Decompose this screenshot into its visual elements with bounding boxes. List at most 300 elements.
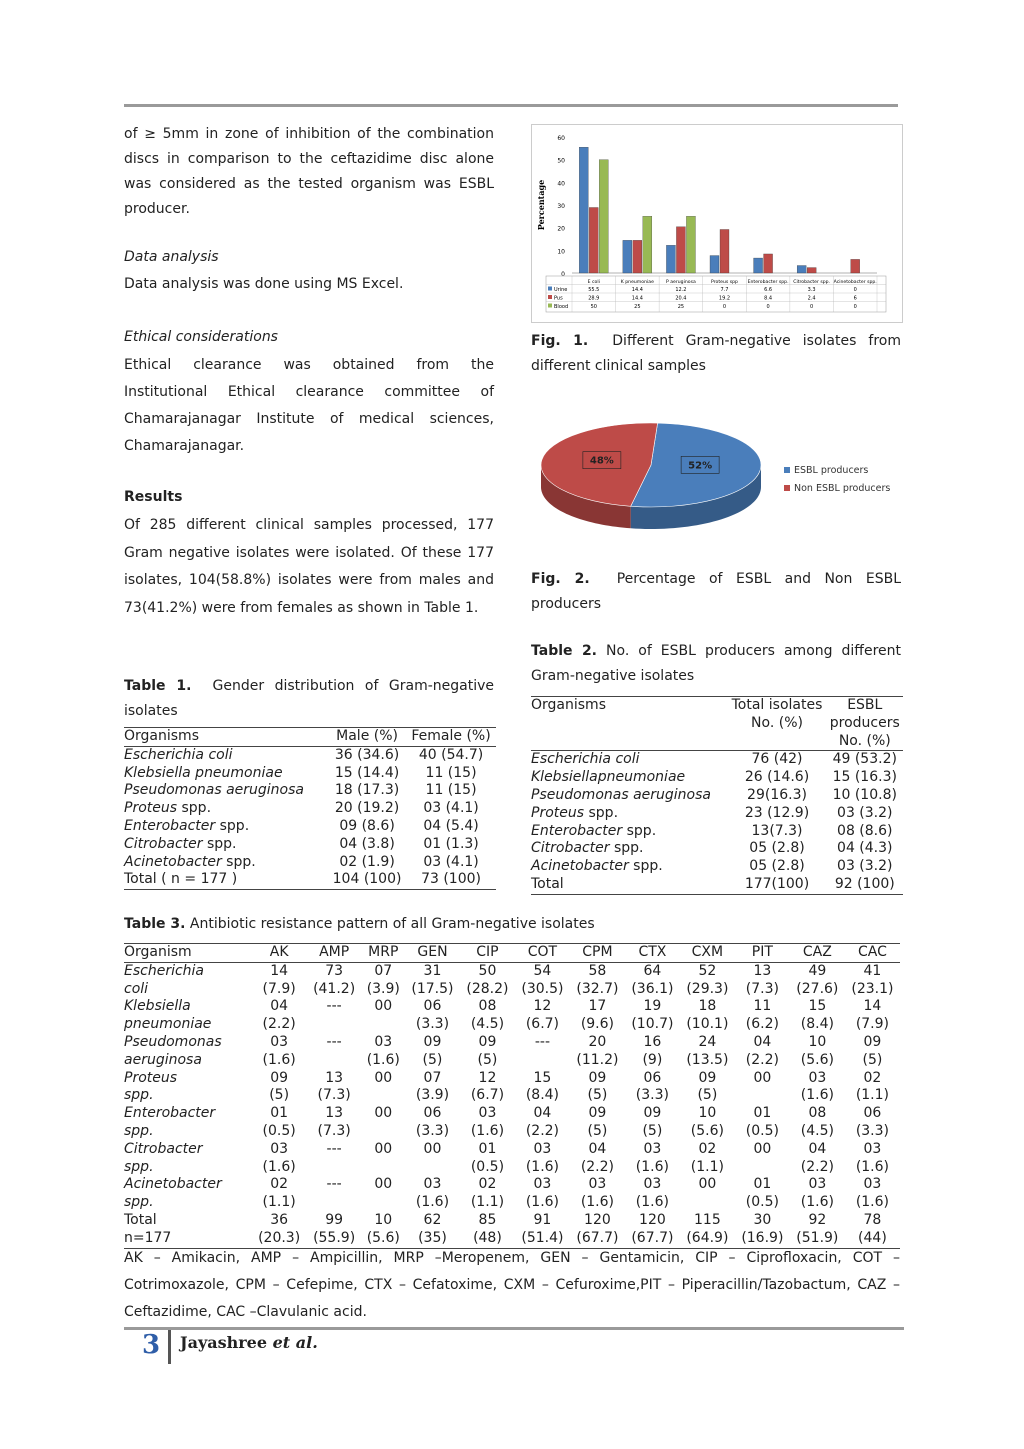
- table3-value-cell: 78: [863, 1211, 882, 1228]
- fig1-bar-blood: [599, 160, 608, 273]
- fig1-category-label: K pneumoniae: [620, 280, 654, 285]
- table2-esbl-cell: 10 (10.8): [832, 786, 897, 803]
- table1-organism-suffix: spp.: [215, 817, 250, 834]
- table2-organism-cell: [531, 769, 727, 787]
- table3-value-cell: [515, 1052, 570, 1070]
- table2-organism-suffix: spp.: [584, 804, 619, 821]
- table3-value-cell: 99: [325, 1211, 344, 1228]
- fig1-bar-urine: [710, 256, 719, 273]
- table3-value-cell: 15: [533, 1069, 552, 1086]
- table3-value-cell: (51.9): [796, 1229, 839, 1246]
- table2-header-esbl: [827, 697, 903, 751]
- table2-row: [531, 751, 903, 769]
- table3-value-cell: (1.6): [855, 1194, 890, 1211]
- table3-value-cell: (8.4): [800, 1016, 834, 1033]
- fig1-bar-pus: [764, 254, 773, 273]
- table3-organism-name: coli: [124, 980, 149, 997]
- table3-organism-name: n=177: [124, 1229, 172, 1246]
- table2-organism-cell: [531, 858, 727, 876]
- table3-value-cell: 03: [588, 1176, 607, 1193]
- table3-row: [124, 1123, 900, 1141]
- table3-value-cell: (7.9): [262, 980, 296, 997]
- table3-value-cell: [362, 1159, 405, 1177]
- table3-value-cell: 01: [753, 1176, 772, 1193]
- table2-organism-cell: [531, 876, 727, 894]
- fig1-legend-swatch: [548, 295, 552, 299]
- table3-value-cell: (3.3): [415, 1016, 450, 1033]
- table3-row: [124, 1016, 900, 1034]
- table3-value-cell: 19: [643, 998, 662, 1015]
- data-analysis-text: Data analysis was done using MS Excel.: [124, 276, 404, 292]
- fig1-table-value: 0: [853, 304, 857, 310]
- table3-organism-name: pneumoniae: [124, 1016, 212, 1033]
- table3-value-cell: 20: [588, 1033, 607, 1050]
- table3-organism-name: Klebsiella: [124, 998, 191, 1015]
- table2-row: [531, 823, 903, 841]
- fig1-table-value: 14.4: [631, 295, 643, 302]
- table1-row: [124, 836, 496, 854]
- fig1-ytick-label: 60: [557, 135, 565, 142]
- table2-body: [531, 751, 903, 894]
- table1-organism-cell: [124, 871, 328, 889]
- fig2-caption: [531, 567, 901, 617]
- table3-organism-cell: [124, 962, 252, 980]
- table3-value-cell: 03: [374, 1033, 393, 1050]
- table3-value-cell: (3.3): [415, 1122, 450, 1139]
- fig2-slice-label: 48%: [589, 455, 614, 467]
- table3-value-cell: 73: [325, 962, 344, 979]
- table3-value-cell: (1.6): [470, 1122, 505, 1139]
- table3-value-cell: 00: [374, 1140, 393, 1157]
- ethical-text: Ethical clearance was obtained from the Institutional Ethical clearance committee of Chamarajanagar Institute of medical sciences, Chamarajanagar.: [124, 357, 494, 454]
- table3-value-cell: (67.7): [631, 1229, 674, 1246]
- fig1-bar-chart: [532, 125, 902, 322]
- table3-row: [124, 1159, 900, 1177]
- table3-header-mrp: MRP: [368, 944, 399, 960]
- table3-value-cell: ---: [326, 1176, 342, 1193]
- footer-divider: [168, 1330, 171, 1364]
- fig1-category-label: Acinetobacter spp.: [833, 280, 877, 285]
- table3-value-cell: (5): [862, 1051, 883, 1068]
- table1-organism-cell: [124, 854, 328, 872]
- table3-value-cell: (51.4): [521, 1229, 564, 1246]
- table3-value-cell: 06: [863, 1105, 882, 1122]
- table2-organism-suffix: spp.: [622, 822, 657, 839]
- fig1-category-label: Citrobacter spp.: [793, 280, 831, 285]
- table2-total-cell: 29(16.3): [747, 786, 807, 803]
- table3-organism-cell: [124, 1212, 252, 1230]
- table3-value-cell: (2.2): [525, 1122, 560, 1139]
- table3-value-cell: (5.6): [690, 1122, 724, 1139]
- table3-value-cell: 09: [478, 1033, 497, 1050]
- table1-caption: [124, 674, 494, 724]
- table1-female-cell: 03 (4.1): [423, 853, 479, 870]
- fig1-ylabel: Percentage: [536, 179, 546, 231]
- table3-value-cell: (11.2): [576, 1051, 619, 1068]
- table3-value-cell: 17: [588, 998, 607, 1015]
- table3-organism-cell: [124, 1087, 252, 1105]
- table3-organism-cell: [124, 1123, 252, 1141]
- table3-value-cell: 03: [270, 1140, 289, 1157]
- table3-value-cell: 06: [643, 1069, 662, 1086]
- fig1-bar-blood: [643, 216, 652, 273]
- fig1-bar-pus: [589, 207, 598, 273]
- table2-organism-cell: [531, 805, 727, 823]
- table1-male-cell: 09 (8.6): [339, 817, 395, 834]
- table1-female-cell: 11 (15): [425, 764, 477, 781]
- table2-esbl-cell: 08 (8.6): [837, 822, 893, 839]
- table3-value-cell: 18: [698, 998, 717, 1015]
- table3-value-cell: 04: [808, 1140, 827, 1157]
- table2-header-total-line1: Total isolates: [731, 697, 823, 713]
- table3-organism-name: Pseudomonas: [124, 1033, 222, 1050]
- table3-value-cell: (0.5): [745, 1194, 779, 1211]
- table3-header-organism: Organism: [124, 944, 192, 960]
- table1-male-cell: 15 (14.4): [334, 764, 400, 781]
- fig2-caption-text: Percentage of ESBL and Non ESBL producers: [531, 571, 902, 612]
- table3-value-cell: 10: [698, 1105, 717, 1122]
- table3-value-cell: (7.3): [745, 980, 779, 997]
- table3-value-cell: (67.7): [576, 1229, 619, 1246]
- table3-value-cell: 06: [423, 998, 442, 1015]
- table3-value-cell: 09: [588, 1105, 607, 1122]
- table3-value-cell: 50: [478, 962, 497, 979]
- table3-value-cell: (4.5): [800, 1122, 834, 1139]
- table3-value-cell: 64: [643, 962, 662, 979]
- fig1-table-value: 0: [722, 304, 727, 310]
- table3-value-cell: 00: [698, 1176, 717, 1193]
- table2-organism-name: Proteus: [531, 804, 585, 821]
- fig1-bar-urine: [754, 258, 763, 273]
- table3-value-cell: (1.1): [470, 1194, 505, 1211]
- footer-rule: [124, 1327, 904, 1330]
- fig2-legend-swatch: [784, 467, 790, 473]
- table3-value-cell: 02: [698, 1140, 717, 1157]
- table3-header-cip: CIP: [476, 944, 499, 960]
- table1-row: [124, 854, 496, 872]
- table3-value-cell: (1.6): [415, 1194, 450, 1211]
- table3-value-cell: 31: [423, 962, 442, 979]
- table1-male-cell: 04 (3.8): [339, 835, 395, 852]
- fig1-legend-blood: Blood: [554, 304, 569, 310]
- table3-value-cell: 15: [808, 998, 827, 1015]
- table3-organism-cell: [124, 1052, 252, 1070]
- table2-esbl-cell: 49 (53.2): [832, 751, 897, 768]
- table3-value-cell: [307, 1159, 362, 1177]
- table3-organism-name: spp.: [124, 1158, 154, 1175]
- table3-value-cell: (30.5): [521, 980, 564, 997]
- table1-row: [124, 871, 496, 889]
- table2-esbl-cell: 15 (16.3): [832, 769, 897, 786]
- table3-organism-name: spp.: [124, 1194, 154, 1211]
- table3-value-cell: (35): [418, 1229, 447, 1246]
- table3-organism-name: Total: [124, 1211, 157, 1228]
- table2-esbl-cell: 04 (4.3): [837, 840, 893, 857]
- table3-value-cell: (1.6): [262, 1051, 296, 1068]
- table3-value-cell: [680, 1194, 735, 1212]
- table3-organism-cell: [124, 1070, 252, 1088]
- table3-value-cell: 49: [808, 962, 827, 979]
- table3-value-cell: 01: [270, 1105, 289, 1122]
- table3-value-cell: 09: [698, 1069, 717, 1086]
- table2-header-total-line2: No. (%): [751, 714, 803, 731]
- table3-organism-cell: [124, 998, 252, 1016]
- table3-value-cell: 52: [698, 962, 717, 979]
- table3-header-gen: GEN: [417, 944, 448, 960]
- table3-value-cell: 03: [533, 1140, 552, 1157]
- table3-value-cell: 12: [533, 998, 552, 1015]
- table3-header-ak: AK: [269, 944, 289, 960]
- table3-value-cell: 03: [808, 1069, 827, 1086]
- table3-row: [124, 1070, 900, 1088]
- table2-organism-cell: [531, 823, 727, 841]
- table3-row: [124, 1141, 900, 1159]
- table3-value-cell: 04: [588, 1140, 607, 1157]
- table1-row: [124, 782, 496, 800]
- table3-value-cell: 14: [863, 998, 882, 1015]
- table2-row: [531, 787, 903, 805]
- table3-value-cell: [362, 1194, 405, 1212]
- table3-value-cell: (1.6): [855, 1158, 890, 1175]
- table3-value-cell: 03: [478, 1105, 497, 1122]
- table1-organism-name: Klebsiella pneumoniae: [124, 764, 283, 781]
- fig1-frame: [531, 124, 903, 323]
- table3-value-cell: (27.6): [796, 980, 839, 997]
- table2-organism-cell: [531, 751, 727, 769]
- table3-value-cell: [362, 1016, 405, 1034]
- table2-organism-name: Acinetobacter: [531, 858, 629, 875]
- table3-value-cell: 07: [423, 1069, 442, 1086]
- table3-value-cell: 03: [533, 1176, 552, 1193]
- table1-organism-name: Escherichia coli: [124, 746, 233, 763]
- table3-value-cell: 03: [270, 1033, 289, 1050]
- table3-value-cell: (64.9): [686, 1229, 729, 1246]
- table3-value-cell: (55.9): [313, 1229, 356, 1246]
- table3-value-cell: 91: [533, 1211, 552, 1228]
- table3-value-cell: 13: [325, 1069, 344, 1086]
- table3-value-cell: 03: [863, 1140, 882, 1157]
- table2-total-cell: 23 (12.9): [744, 804, 810, 821]
- table3: [124, 943, 900, 1249]
- fig1-category-label: E coli: [587, 280, 600, 285]
- results-heading: Results: [124, 489, 183, 505]
- table3-value-cell: [307, 1016, 362, 1034]
- table3-value-cell: (6.2): [745, 1016, 779, 1033]
- table3-value-cell: [735, 1087, 790, 1105]
- table1-row: [124, 765, 496, 783]
- table3-value-cell: 00: [423, 1140, 442, 1157]
- table3-value-cell: (1.1): [855, 1087, 890, 1104]
- fig1-bar-blood: [686, 216, 695, 273]
- table3-row: [124, 1194, 900, 1212]
- table2-organism-name: Escherichia coli: [531, 751, 640, 768]
- table3-value-cell: 85: [478, 1211, 497, 1228]
- table2-organism-suffix: Total: [531, 875, 564, 892]
- table1-row: [124, 746, 496, 764]
- table3-value-cell: [362, 1123, 405, 1141]
- table3-value-cell: 03: [643, 1140, 662, 1157]
- fig1-bar-urine: [797, 266, 806, 273]
- table3-value-cell: (0.5): [745, 1122, 779, 1139]
- table3-value-cell: 03: [423, 1176, 442, 1193]
- table2-esbl-cell: 03 (3.2): [837, 804, 893, 821]
- fig2-slice-label: 52%: [688, 460, 713, 472]
- table3-value-cell: 06: [423, 1105, 442, 1122]
- table1-organism-suffix: spp.: [177, 800, 212, 817]
- table3-value-cell: (9.6): [580, 1016, 615, 1033]
- table3-value-cell: (1.6): [366, 1051, 400, 1068]
- table1-organism-name: Enterobacter: [124, 817, 216, 834]
- table3-value-cell: (5): [642, 1122, 663, 1139]
- table3-organism-cell: [124, 1194, 252, 1212]
- table2-header-esbl-line1: ESBL: [847, 697, 883, 713]
- table3-value-cell: (2.2): [580, 1158, 615, 1175]
- table3-value-cell: (1.6): [580, 1194, 615, 1211]
- table3-value-cell: (7.9): [855, 1016, 890, 1033]
- table1-female-cell: 04 (5.4): [423, 817, 479, 834]
- table3-value-cell: 54: [533, 962, 552, 979]
- table3-value-cell: [405, 1159, 460, 1177]
- table3-caption: [124, 916, 595, 932]
- fig1-bar-urine: [666, 245, 675, 273]
- table2-header-organisms: Organisms: [531, 697, 606, 713]
- table3-value-cell: 00: [374, 1105, 393, 1122]
- table1-female-cell: 73 (100): [421, 871, 481, 888]
- fig1-bar-pus: [851, 259, 860, 273]
- results-text: Of 285 different clinical samples processed, 177 Gram negative isolates were isolated. Of these 177 isolates, 104(58.8%) isolates were from males and 73(41.2%) were from females as shown in Table 1.: [124, 517, 494, 616]
- fig1-label: Fig. 1.: [531, 333, 589, 349]
- fig1-ytick-label: 50: [557, 157, 565, 165]
- table3-value-cell: ---: [534, 1033, 550, 1050]
- table2-total-cell: 13(7.3): [751, 822, 803, 839]
- table2-header-esbl-line2: producers: [829, 714, 900, 731]
- table3-header-cac: CAC: [857, 944, 887, 960]
- table3-value-cell: (1.6): [800, 1087, 834, 1104]
- table2-esbl-cell: 03 (3.2): [837, 858, 893, 875]
- fig1-category-label: P aeruginosa: [666, 280, 696, 285]
- fig1-ytick-label: 0: [561, 271, 565, 278]
- table2: [531, 696, 903, 895]
- table2-total-cell: 26 (14.6): [744, 769, 810, 786]
- table3-value-cell: 02: [478, 1176, 497, 1193]
- table1-organism-suffix: Total ( n = 177 ): [124, 871, 238, 888]
- fig2-legend-label: Non ESBL producers: [794, 483, 891, 494]
- table3-organism-cell: [124, 1159, 252, 1177]
- table3-value-cell: 03: [863, 1176, 882, 1193]
- table3-caption-text: Antibiotic resistance pattern of all Gram-negative isolates: [189, 916, 595, 932]
- table1-body: [124, 746, 496, 889]
- fig1-table-value: 25: [677, 304, 685, 310]
- table3-value-cell: (16.9): [741, 1229, 784, 1246]
- table3-organism-cell: [124, 1016, 252, 1034]
- author-etal: et al.: [272, 1333, 318, 1352]
- fig1-legend-swatch: [548, 304, 552, 308]
- table3-value-cell: 09: [423, 1033, 442, 1050]
- table2-organism-name: Enterobacter: [531, 822, 623, 839]
- fig1-caption-text: Different Gram-negative isolates from different clinical samples: [531, 333, 902, 374]
- table3-value-cell: (1.6): [635, 1158, 669, 1175]
- fig1-bar-pus: [720, 229, 729, 273]
- table1-organism-name: Pseudomonas aeruginosa: [124, 782, 304, 799]
- table2-organism-cell: [531, 840, 727, 858]
- table3-value-cell: 01: [753, 1105, 772, 1122]
- table3-value-cell: 04: [533, 1105, 552, 1122]
- fig1-legend-swatch: [548, 287, 552, 291]
- table3-organism-name: Escherichia: [124, 962, 205, 979]
- table3-value-cell: 03: [808, 1176, 827, 1193]
- table3-value-cell: (3.3): [855, 1122, 890, 1139]
- table1-female-cell: 01 (1.3): [423, 835, 479, 852]
- table3-value-cell: [307, 1194, 362, 1212]
- table3-value-cell: 09: [863, 1033, 882, 1050]
- table3-value-cell: 02: [863, 1069, 882, 1086]
- table3-header-row: [124, 944, 900, 963]
- table3-header-cpm: CPM: [582, 944, 613, 960]
- running-author: [180, 1333, 318, 1352]
- table3-value-cell: (13.5): [686, 1051, 729, 1068]
- table3-value-cell: 58: [588, 962, 607, 979]
- page-number: 3: [142, 1330, 161, 1360]
- table3-organism-name: aeruginosa: [124, 1051, 202, 1068]
- table2-organism-suffix: spp.: [628, 858, 663, 875]
- table2-esbl-cell: 92 (100): [834, 875, 895, 892]
- table3-value-cell: 03: [643, 1176, 662, 1193]
- table3-row: [124, 1087, 900, 1105]
- table3-value-cell: (5): [587, 1122, 608, 1139]
- table3-row: [124, 1052, 900, 1070]
- table3-value-cell: (1.6): [800, 1194, 834, 1211]
- fig1-bar-pus: [633, 240, 642, 273]
- table3-value-cell: 00: [374, 1069, 393, 1086]
- table2-organism-cell: [531, 787, 727, 805]
- table3-value-cell: (7.3): [317, 1087, 351, 1104]
- table2-total-cell: 05 (2.8): [749, 840, 805, 857]
- table1-label: Table 1.: [124, 678, 192, 694]
- table3-header-cxm: CXM: [691, 944, 724, 960]
- table2-row: [531, 805, 903, 823]
- table3-value-cell: (6.7): [470, 1087, 505, 1104]
- table3-value-cell: (17.5): [411, 980, 454, 997]
- table3-value-cell: 11: [753, 998, 772, 1015]
- table3-header-cot: COT: [527, 944, 558, 960]
- table3-row: [124, 1034, 900, 1052]
- table1: [124, 727, 496, 890]
- table3-value-cell: ---: [326, 998, 342, 1015]
- fig1-table-value: 50: [590, 304, 597, 310]
- table3-value-cell: 36: [270, 1211, 289, 1228]
- table3-header-amp: AMP: [319, 944, 350, 960]
- table3-value-cell: 41: [863, 962, 882, 979]
- table3-value-cell: 09: [643, 1105, 662, 1122]
- table3-value-cell: (1.6): [525, 1194, 560, 1211]
- table1-female-cell: 40 (54.7): [418, 746, 484, 763]
- fig1-bar-pus: [807, 268, 816, 273]
- table2-organism-suffix: spp.: [609, 840, 644, 857]
- table3-value-cell: 120: [639, 1211, 666, 1228]
- table3-value-cell: [362, 1087, 405, 1105]
- table3-value-cell: (41.2): [313, 980, 356, 997]
- table3-value-cell: (1.1): [690, 1158, 724, 1175]
- table1-caption-text: Gender distribution of Gram-negative isolates: [124, 678, 494, 719]
- table3-row: [124, 998, 900, 1016]
- table3-value-cell: 00: [374, 1176, 393, 1193]
- fig1-category-label: Enterobacter spp.: [747, 280, 789, 285]
- table3-value-cell: 13: [325, 1105, 344, 1122]
- table3-value-cell: 00: [374, 998, 393, 1015]
- table2-organism-name: Klebsiellapneumoniae: [531, 769, 686, 786]
- table1-male-cell: 36 (34.6): [334, 746, 400, 763]
- table3-value-cell: [735, 1159, 790, 1177]
